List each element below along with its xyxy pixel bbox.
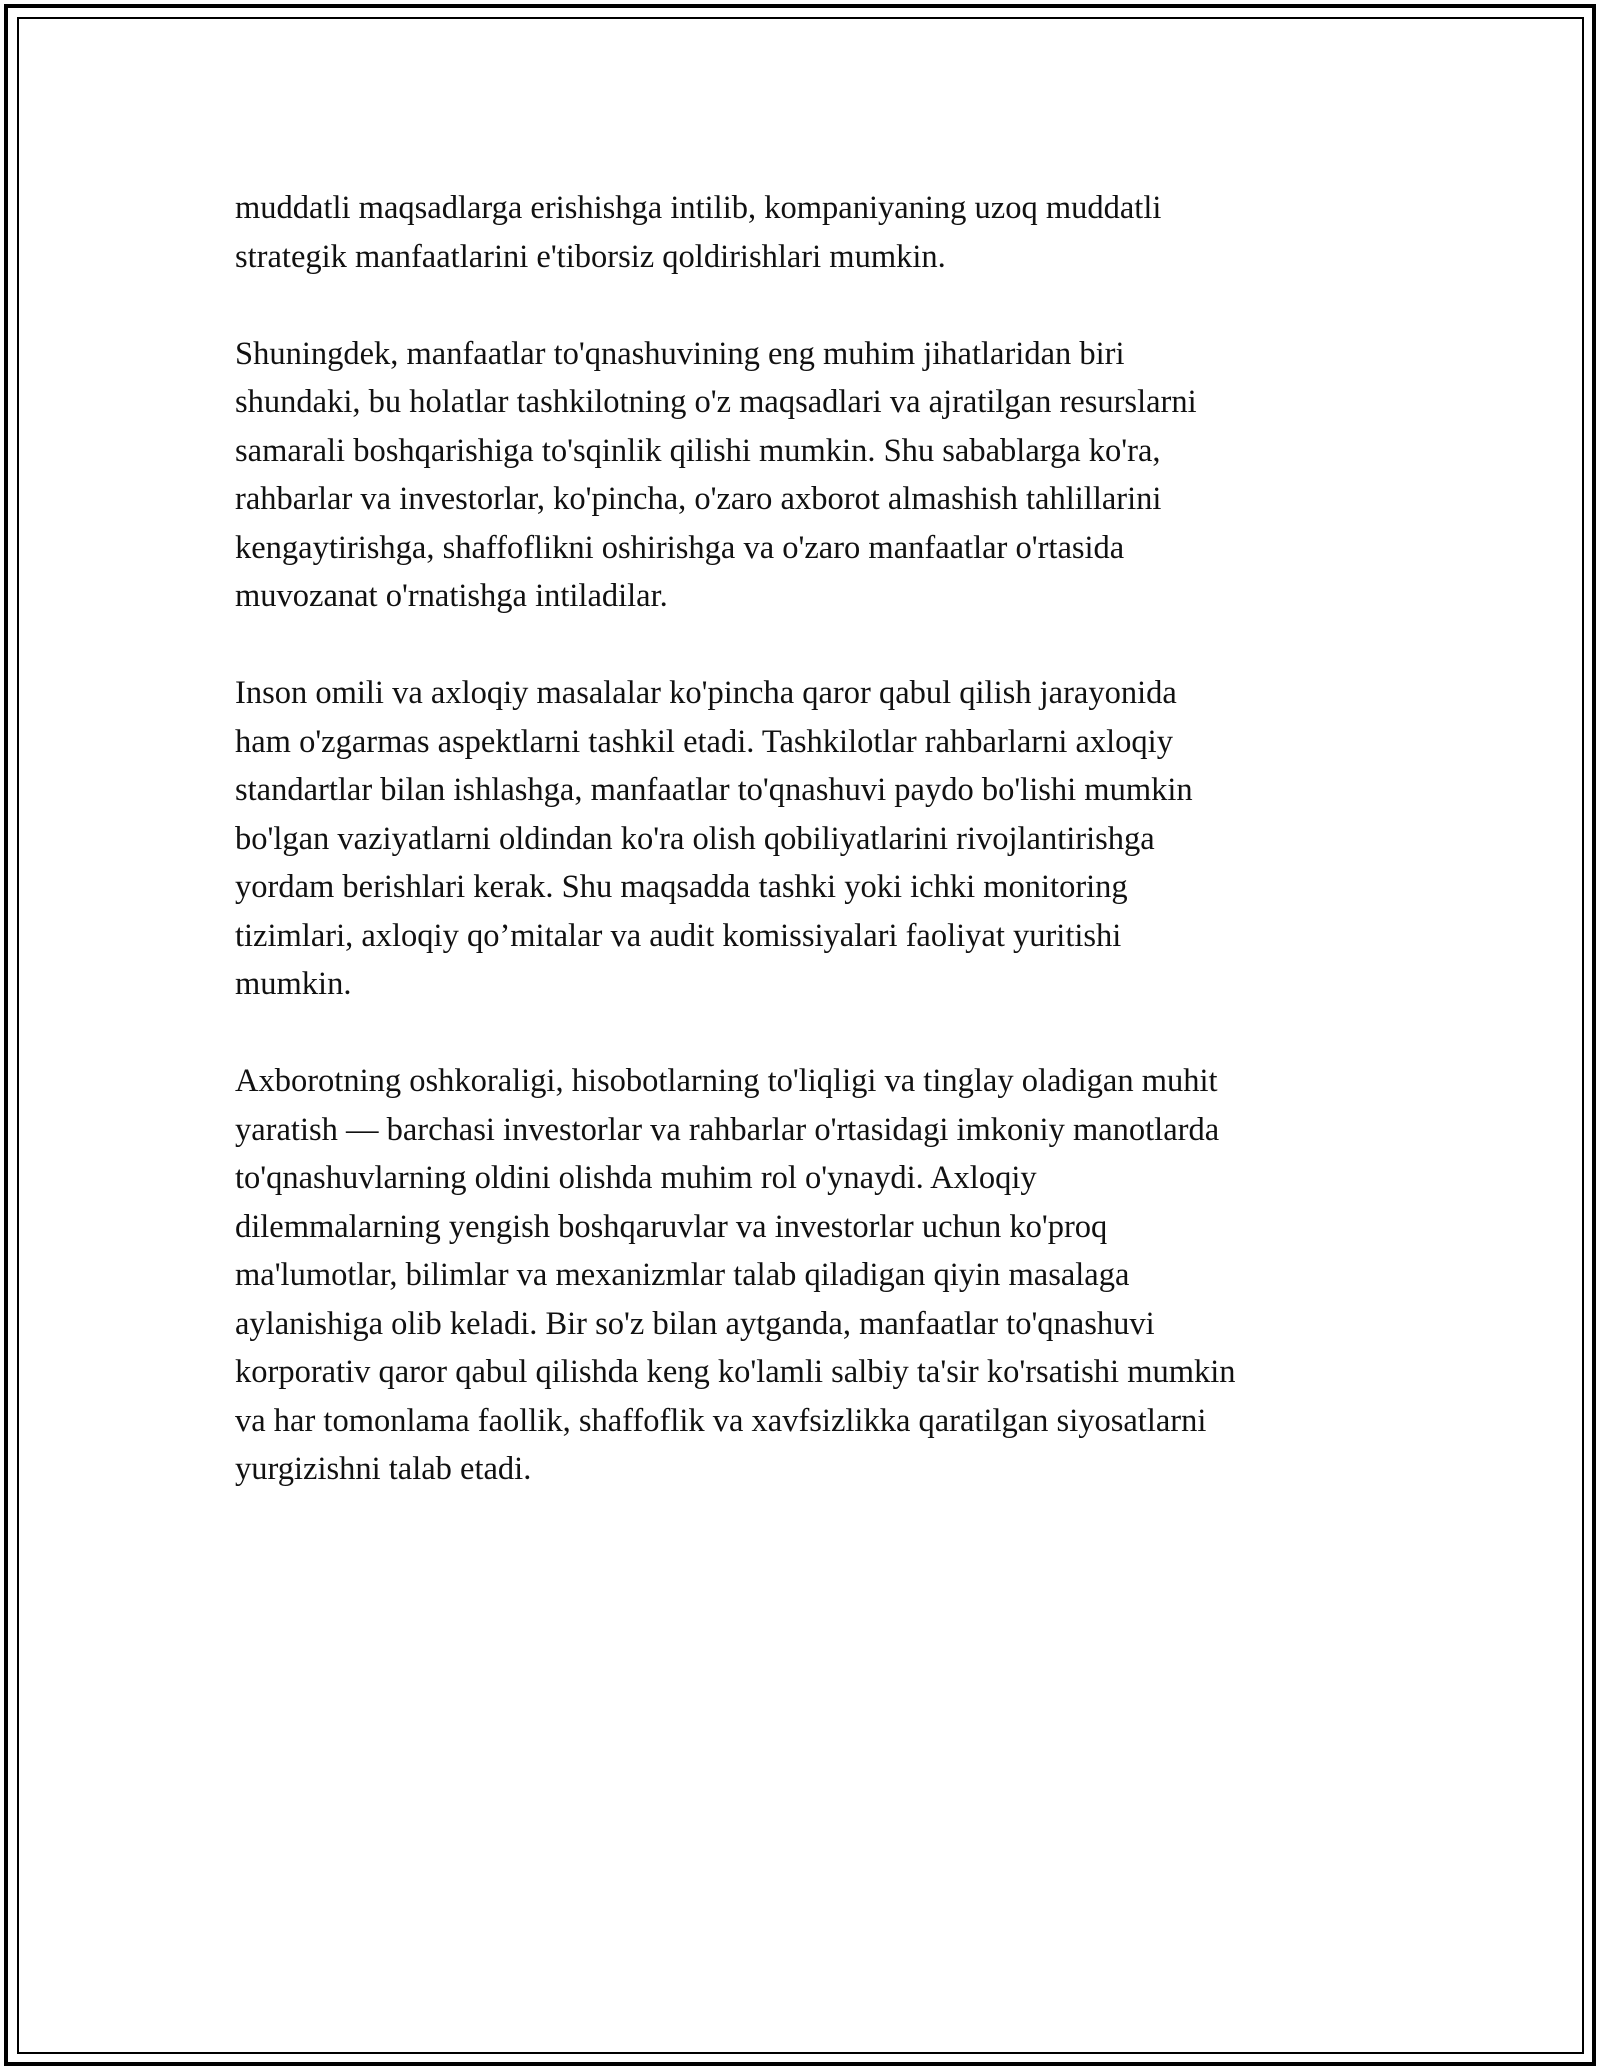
paragraph-4 [235, 1057, 1375, 1494]
paragraph-line: ma'lumotlar, bilimlar va mexanizmlar talab qiladigan qiyin masalaga [235, 1257, 1130, 1293]
paragraph-line: strategik manfaatlarini e'tiborsiz qoldirishlari mumkin. [235, 238, 946, 275]
paragraph-line: ham o'zgarmas aspektlarni tashkil etadi. Tashkilotlar rahbarlarni axloqiy [235, 723, 1173, 760]
paragraph-line: shundaki, bu holatlar tashkilotning o'z maqsadlari va ajratilgan resurslarni [235, 384, 1197, 420]
paragraph-line: mumkin. [235, 966, 352, 1002]
paragraph-3 [235, 669, 1375, 1009]
paragraph-line: yurgizishni talab etadi. [235, 1451, 532, 1487]
paragraph-line: Inson omili va axloqiy masalalar ko'pincha qaror qabul qilish jarayonida [235, 675, 1177, 711]
paragraph-line: tizimlari, axloqiy qo’mitalar va audit komissiyalari faoliyat yuritishi [235, 917, 1122, 954]
paragraph-1 [235, 184, 1375, 281]
paragraph-line: aylanishiga olib keladi. Bir so'z bilan aytganda, manfaatlar to'qnashuvi [235, 1305, 1155, 1342]
paragraph-line: korporativ qaror qabul qilishda keng ko'lamli salbiy ta'sir ko'rsatishi mumkin [235, 1354, 1236, 1390]
paragraph-line: Shuningdek, manfaatlar to'qnashuvining eng muhim jihatlaridan biri [235, 335, 1125, 372]
paragraph-line: muddatli maqsadlarga erishishga intilib, kompaniyaning uzoq muddatli [235, 190, 1162, 226]
paragraph-line: muvozanat o'rnatishga intiladilar. [235, 578, 668, 614]
paragraph-line: bo'lgan vaziyatlarni oldindan ko'ra olish qobiliyatlarini rivojlantirishga [235, 820, 1155, 857]
paragraph-line: va har tomonlama faollik, shaffoflik va xavfsizlikka qaratilgan siyosatlarni [235, 1402, 1207, 1439]
paragraph-line: rahbarlar va investorlar, ko'pincha, o'zaro axborot almashish tahlillarini [235, 481, 1162, 517]
paragraph-line: to'qnashuvlarning oldini olishda muhim rol o'ynaydi. Axloqiy [235, 1160, 1037, 1196]
paragraph-line: samarali boshqarishiga to'sqinlik qilishi mumkin. Shu sabablarga ko'ra, [235, 432, 1161, 469]
paragraph-2 [235, 330, 1375, 621]
paragraph-line: dilemmalarning yengish boshqaruvlar va investorlar uchun ko'proq [235, 1208, 1108, 1245]
paragraph-line: kengaytirishga, shaffoflikni oshirishga va o'zaro manfaatlar o'rtasida [235, 529, 1125, 566]
paragraph-line: yordam berishlari kerak. Shu maqsadda tashki yoki ichki monitoring [235, 869, 1128, 905]
document-body [235, 184, 1375, 1542]
paragraph-line: yaratish — barchasi investorlar va rahbarlar o'rtasidagi imkoniy manotlarda [235, 1111, 1220, 1148]
paragraph-line: standartlar bilan ishlashga, manfaatlar to'qnashuvi paydo bo'lishi mumkin [235, 772, 1193, 808]
paragraph-line: Axborotning oshkoraligi, hisobotlarning to'liqligi va tinglay oladigan muhit [235, 1063, 1218, 1099]
